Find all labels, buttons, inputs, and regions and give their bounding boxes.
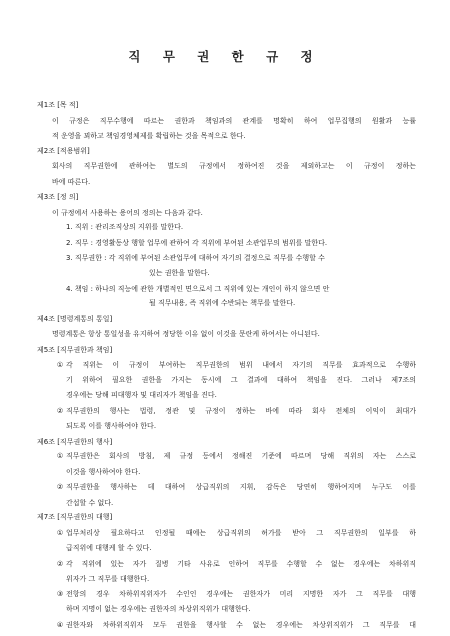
document-title: 직 무 권 한 규 정 [128,49,322,64]
article-3-heading: 제3조 [정 의] [37,192,79,201]
clause-text: 직무권한의 행사는 법령, 정관 및 규정이 정하는 바에 따라 회사 전체의 이익이 최대가 [66,406,416,415]
clause-text: 직무권한은 회사의 방침, 제 규정 등에서 정해진 기준에 따르며 당해 직위의 자는 스스로 [66,452,416,461]
clause-text: 업무처리상 필요하다고 인정될 때에는 상급직위의 허가를 받아 그 직무권한의 일부를 하 [66,529,416,538]
clause-number: ② [56,559,64,568]
article-1-text: 이 규정은 직무수행에 따르는 권한과 책임과의 관계를 명확히 하여 업무집행의 원활과 능률 [52,116,416,125]
clause-number: ④ [56,621,64,629]
clause-number: ③ [56,590,64,599]
article-2-heading: 제2조 [적용범위] [37,147,90,156]
definition-item-continued: 될 직무내용, 즉 직위에 수반되는 책무를 말한다. [149,299,296,308]
definition-item: 1. 직위 : 관리조직상의 지위를 말한다. [66,223,184,232]
clause-text: 각 직위에 있는 자가 질병 기타 사유로 인하여 직무를 수행할 수 없는 경우에는 차하위직 [66,559,416,568]
definition-item: 4. 책임 : 하나의 직능에 관한 개별적인 면으로서 그 직위에 있는 개인이 하지 않으면 안 [66,284,330,293]
clause-text: 권한자와 차하위직위자 모두 권한을 행사할 수 없는 경우에는 차상위직위가 그 직무를 대 [66,621,416,629]
clause-text: 직무권한을 행사하는 데 대하여 상급직위의 지휘, 감독은 당연히 행하여지며 누구도 이를 [66,482,416,491]
article-4-heading: 제4조 [명령계통의 통일] [37,315,113,324]
clause-number: ② [56,482,64,491]
article-1-heading: 제1조 [목 적] [37,101,79,109]
article-5-heading: 제5조 [직무권한과 책임] [37,345,113,354]
article-3-intro: 이 규정에서 사용하는 용어의 정의는 다음과 같다. [52,208,203,217]
clause-text: 각 직위는 이 규정이 부여하는 직무권한의 범위 내에서 자기의 직무를 효과적으로 수행하 [66,360,416,369]
definition-item: 3. 직무권한 : 각 직위에 부여된 소관업무에 대하여 자기의 결정으로 직무를 수행할 수 [66,253,325,262]
definition-item-continued: 있는 권한을 말한다. [149,268,210,277]
clause-number: ① [56,529,64,538]
clause-text: 위자가 그 직무를 대행한다. [66,574,150,583]
article-6-heading: 제6조 [직무권한의 행사] [37,437,113,446]
article-1-text: 적 운영을 꾀하고 책임경영체제를 확립하는 것을 목적으로 한다. [52,131,246,140]
clause-number: ② [56,406,64,415]
definition-item: 2. 직무 : 경영활동상 행할 업무에 관하여 각 직위에 부여된 소관업무의 범위를 말한다. [66,239,328,248]
article-4-text: 명령계통은 항상 통일성을 유지하여 정당한 이유 없이 이것을 문란케 하여서는 아니된다. [52,329,320,338]
clause-text: 전항의 경우 차하위직위자가 수인인 경우에는 권한자가 미리 지명한 자가 그 직무를 대행 [66,590,416,599]
article-2-text: 바에 따른다. [52,178,91,186]
clause-text: 경우에는 당해 피대행자 및 대리자가 책임을 진다. [66,391,217,400]
clause-number: ① [56,360,64,369]
clause-text: 하며 지명이 없는 경우에는 권한자의 차상위직위가 대행한다. [66,605,251,614]
clause-number: ① [56,452,64,461]
clause-text: 기 위하여 필요한 권한을 가지는 동시에 그 결과에 대하여 책임을 진다. 그러나 제7조의 [66,376,416,385]
clause-text: 간섭할 수 없다. [66,498,114,507]
clause-text: 이것을 행사하여야 한다. [66,468,141,477]
clause-text: 되도록 이를 행사하여야 한다. [66,421,157,430]
article-2-text: 회사의 직무권한에 관하여는 별도의 규정에서 정하여진 것을 제외하고는 이 규정이 정하는 [52,162,416,171]
clause-text: 급직위에 대행케 할 수 있다. [66,544,152,552]
article-7-heading: 제7조 [직무권한의 대행] [37,513,113,522]
